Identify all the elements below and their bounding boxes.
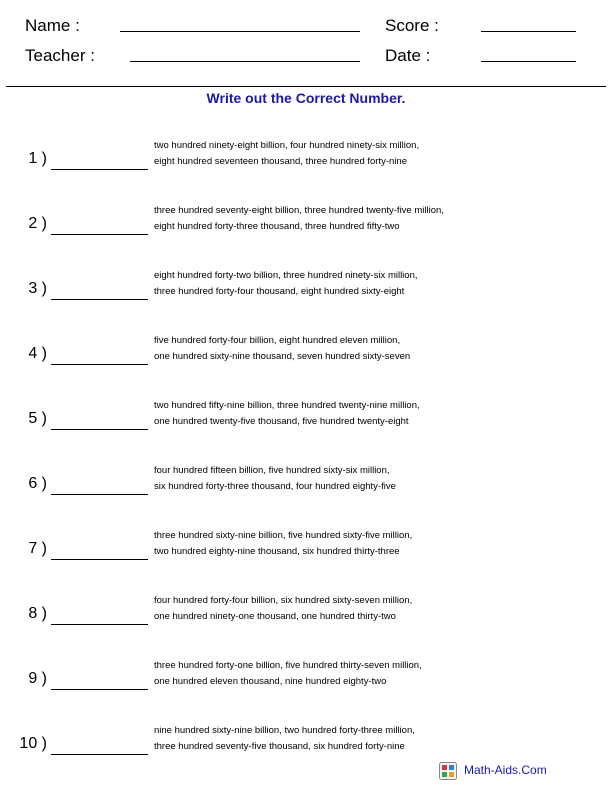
teacher-label: Teacher : <box>25 46 95 65</box>
problem-text-line: six hundred forty-three thousand, four hundred eighty-five <box>154 481 396 492</box>
problem-text-line: one hundred sixty-nine thousand, seven hundred sixty-seven <box>154 351 411 362</box>
answer-line[interactable] <box>51 364 148 365</box>
problem-text-line: nine hundred sixty-nine billion, two hundred forty-three million, <box>154 725 415 736</box>
answer-line[interactable] <box>51 754 148 755</box>
problem-text-line: three hundred forty-four thousand, eight hundred sixty-eight <box>154 286 405 297</box>
problem-text-line: four hundred fifteen billion, five hundred sixty-six million, <box>154 465 390 476</box>
teacher-field-line[interactable] <box>130 61 360 62</box>
problem-text <box>154 268 418 300</box>
problem-number: 9 ) <box>28 670 47 687</box>
score-field-line[interactable] <box>481 31 576 32</box>
problem-number: 4 ) <box>28 345 47 362</box>
answer-line[interactable] <box>51 169 148 170</box>
problem-text-line: one hundred eleven thousand, nine hundred eighty-two <box>154 676 387 687</box>
header-divider <box>6 86 606 87</box>
problem-item <box>0 528 612 568</box>
answer-line[interactable] <box>51 689 148 690</box>
problem-number: 10 ) <box>19 735 47 752</box>
problem-item <box>0 463 612 503</box>
problem-item <box>0 138 612 178</box>
problem-number: 5 ) <box>28 410 47 427</box>
calculator-icon <box>439 762 457 780</box>
problem-text <box>154 528 412 560</box>
problem-number: 7 ) <box>28 540 47 557</box>
problem-number: 2 ) <box>28 215 47 232</box>
answer-line[interactable] <box>51 429 148 430</box>
problem-text-line: three hundred forty-one billion, five hundred thirty-seven million, <box>154 660 422 671</box>
problem-text <box>154 203 444 235</box>
problem-item <box>0 203 612 243</box>
problem-text <box>154 723 415 755</box>
problem-item <box>0 658 612 698</box>
problem-item <box>0 398 612 438</box>
problem-number: 1 ) <box>28 150 47 167</box>
problem-text-line: two hundred ninety-eight billion, four hundred ninety-six million, <box>154 140 420 151</box>
answer-line[interactable] <box>51 494 148 495</box>
problem-item <box>0 268 612 308</box>
score-label: Score : <box>385 16 439 35</box>
problem-number: 6 ) <box>28 475 47 492</box>
problem-text-line: two hundred eighty-nine thousand, six hundred thirty-three <box>154 546 400 557</box>
name-label: Name : <box>25 16 80 35</box>
problem-text-line: eight hundred forty-two billion, three hundred ninety-six million, <box>154 270 418 281</box>
problem-text-line: four hundred forty-four billion, six hundred sixty-seven million, <box>154 595 413 606</box>
site-link[interactable]: Math-Aids.Com <box>464 763 547 777</box>
name-field-line[interactable] <box>120 31 360 32</box>
date-label: Date : <box>385 46 431 65</box>
problem-number: 3 ) <box>28 280 47 297</box>
problem-text <box>154 593 412 625</box>
problem-text-line: three hundred seventy-eight billion, three hundred twenty-five million, <box>154 205 444 216</box>
answer-line[interactable] <box>51 559 148 560</box>
problem-text <box>154 138 419 170</box>
problem-text-line: eight hundred forty-three thousand, three hundred fifty-two <box>154 221 400 232</box>
problem-number: 8 ) <box>28 605 47 622</box>
problem-text <box>154 658 422 690</box>
problem-text-line: three hundred sixty-nine billion, five hundred sixty-five million, <box>154 530 413 541</box>
date-field-line[interactable] <box>481 61 576 62</box>
problem-item <box>0 723 612 763</box>
problem-text-line: five hundred forty-four billion, eight hundred eleven million, <box>154 335 401 346</box>
problem-text-line: three hundred seventy-five thousand, six hundred forty-nine <box>154 741 405 752</box>
problem-text <box>154 333 410 365</box>
problem-text-line: one hundred twenty-five thousand, five hundred twenty-eight <box>154 416 409 427</box>
problem-text-line: one hundred ninety-one thousand, one hundred thirty-two <box>154 611 396 622</box>
problem-text-line: two hundred fifty-nine billion, three hundred twenty-nine million, <box>154 400 420 411</box>
problem-text <box>154 398 420 430</box>
answer-line[interactable] <box>51 234 148 235</box>
answer-line[interactable] <box>51 624 148 625</box>
problem-text <box>154 463 396 495</box>
worksheet-title: Write out the Correct Number. <box>206 90 406 106</box>
answer-line[interactable] <box>51 299 148 300</box>
problem-item <box>0 333 612 373</box>
problem-text-line: eight hundred seventeen thousand, three hundred forty-nine <box>154 156 407 167</box>
problem-item <box>0 593 612 633</box>
